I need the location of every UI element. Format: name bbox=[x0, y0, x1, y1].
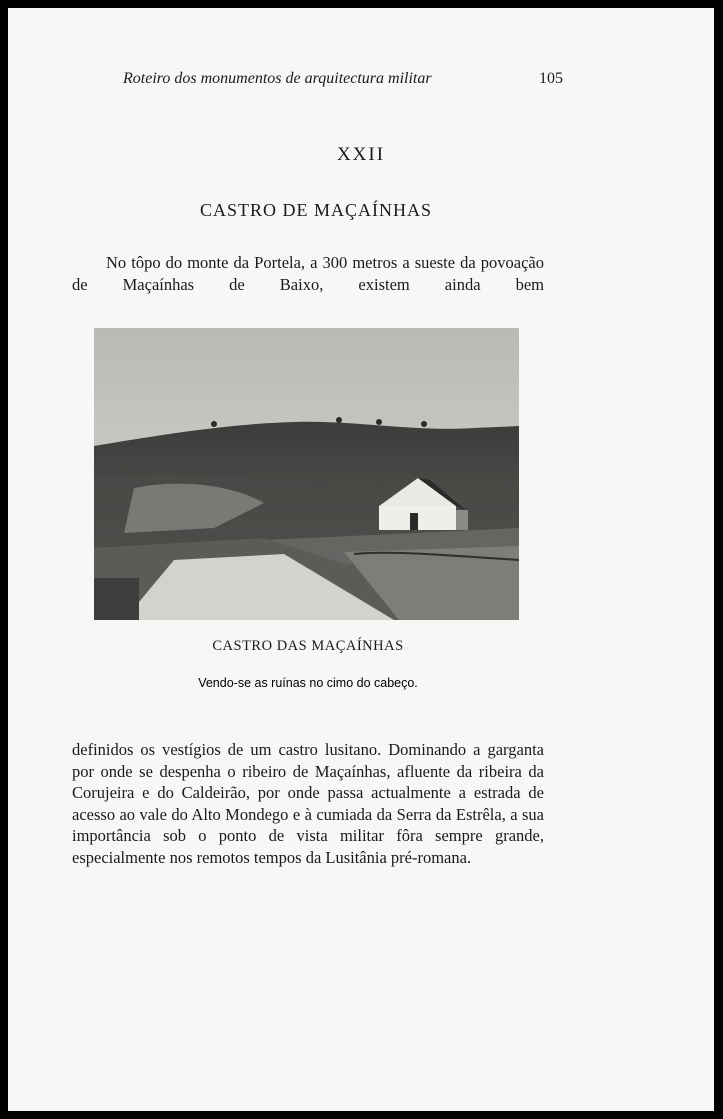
figure-caption: CASTRO DAS MAÇAÍNHAS bbox=[212, 638, 404, 654]
chapter-title: CASTRO DE MAÇAÍNHAS bbox=[199, 200, 433, 220]
running-head-title: Roteiro dos monumentos de arquitectura militar bbox=[123, 70, 432, 87]
page-number: 105 bbox=[539, 70, 563, 87]
body-paragraph: definidos os vestígios de um castro lusitano. Dominando a garganta por onde se despenha o ribeiro de Maçaínhas, afluente da ribeira da Corujeira e do Caldeirão, por onde passa actualmente a estrada de acesso ao vale do Alto Mondego e à cumiada da Serra da Estrêla, a sua importância sob o ponto de vista militar fôra sempre grande, especialmente nos remotos tempos da Lusitânia pré-romana. bbox=[72, 740, 544, 867]
chapter-number: XXII bbox=[336, 144, 386, 165]
figure-subcaption: Vendo-se as ruínas no cimo do cabeço. bbox=[198, 676, 418, 690]
running-head bbox=[123, 70, 563, 88]
landscape-photo-image bbox=[94, 328, 519, 620]
book-page bbox=[8, 8, 714, 1111]
castro-photograph bbox=[94, 328, 519, 620]
intro-paragraph: No tôpo do monte da Portela, a 300 metros a sueste da povoação de Maçaínhas de Baixo, existem ainda bem bbox=[72, 253, 544, 294]
